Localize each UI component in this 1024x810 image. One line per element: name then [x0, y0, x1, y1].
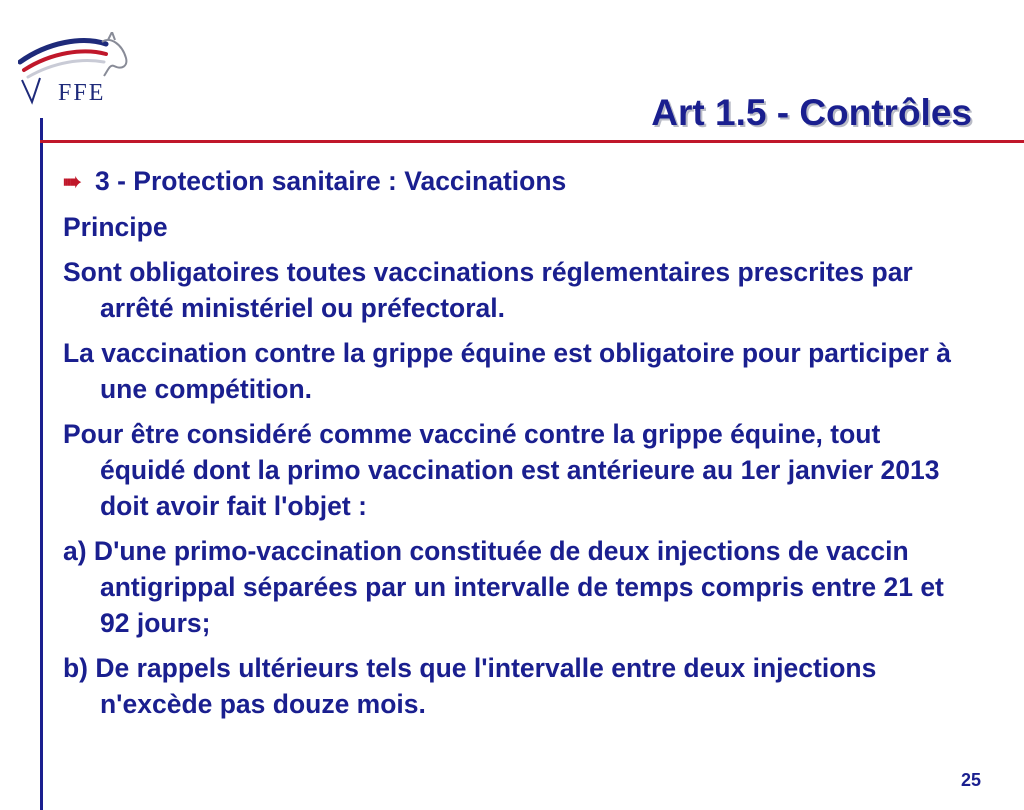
- paragraph-item-b: b) De rappels ultérieurs tels que l'intervalle entre deux injections n'excède pas douze mois.: [63, 653, 877, 719]
- paragraph-principe: Principe: [63, 212, 168, 242]
- paragraph-grippe: La vaccination contre la grippe équine est obligatoire pour participer à une compétition.: [63, 338, 951, 404]
- ffe-logo: [18, 32, 133, 112]
- paragraph-obligatoires: Sont obligatoires toutes vaccinations réglementaires prescrites par arrêté ministériel ou préfectoral.: [63, 257, 913, 323]
- logo-text: FFE: [58, 80, 106, 106]
- bullet-item: [63, 163, 963, 200]
- pointing-hand-arrow-icon: ➠: [63, 169, 82, 194]
- slide-title: Art 1.5 - Contrôles: [651, 92, 972, 133]
- paragraph-considere: Pour être considéré comme vacciné contre la grippe équine, tout équidé dont la primo vaccination est antérieure au 1er janvier 2013 doit avoir fait l'objet :: [63, 419, 940, 521]
- page-number: 25: [961, 770, 982, 790]
- vertical-divider: [40, 118, 43, 810]
- slide-body: [63, 163, 963, 731]
- bullet-text: 3 - Protection sanitaire : Vaccinations: [95, 166, 567, 196]
- title-underline: [40, 140, 1024, 143]
- paragraph-item-a: a) D'une primo-vaccination constituée de deux injections de vaccin antigrippal séparées par un intervalle de temps compris entre 21 et 92 jours;: [63, 536, 944, 638]
